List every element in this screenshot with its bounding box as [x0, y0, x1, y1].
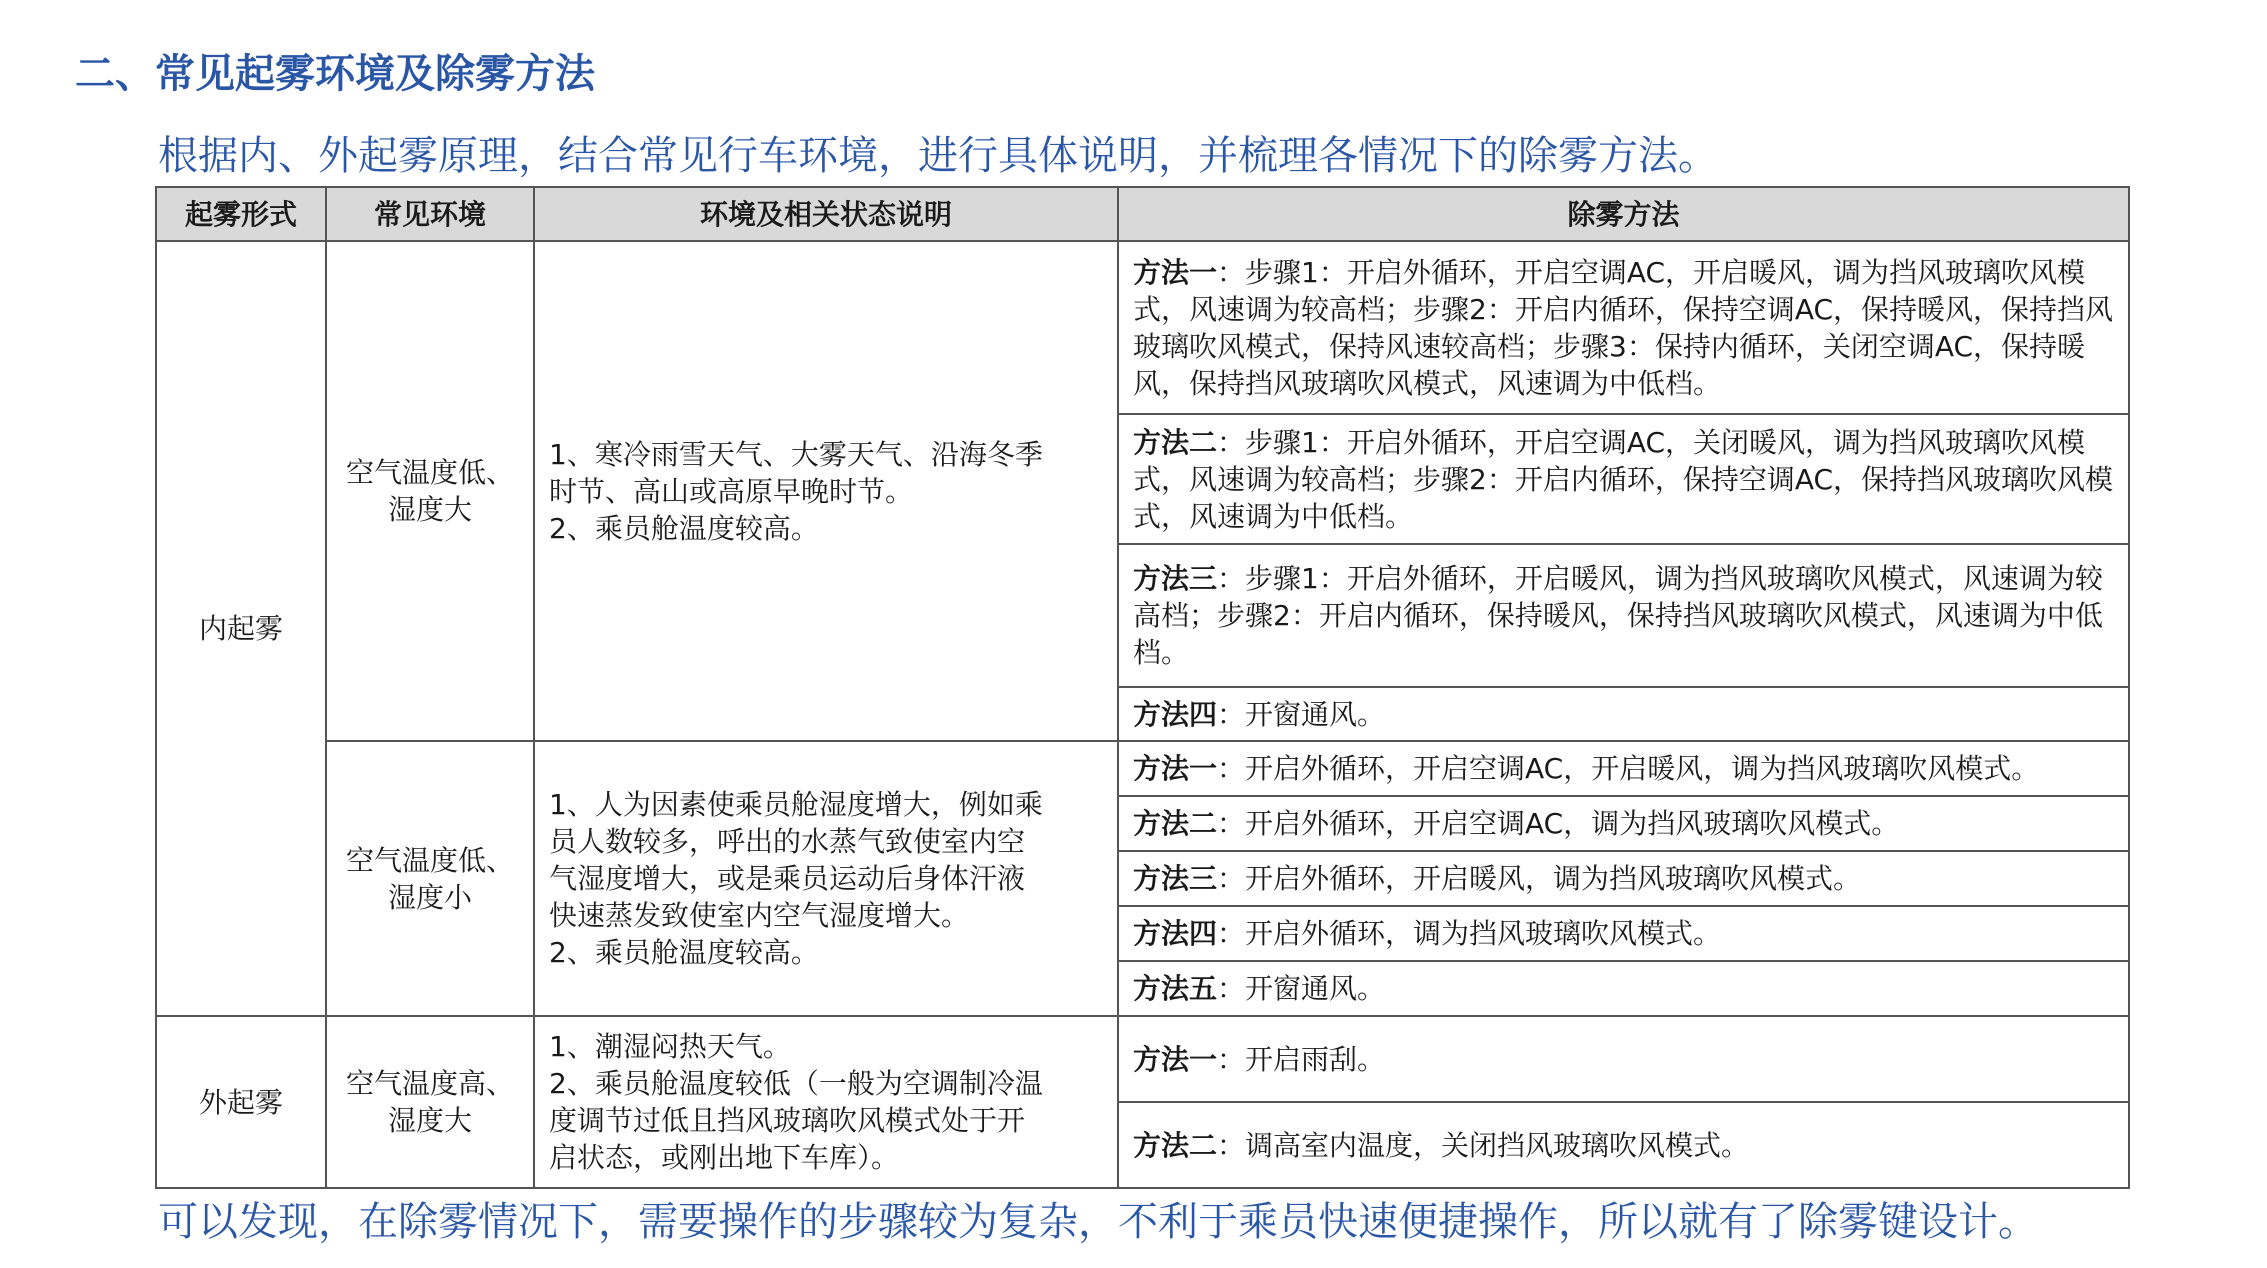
environment-line: 湿度大 — [387, 493, 472, 526]
description-line: 1、寒冷雨雪天气、大雾天气、沿海冬季 — [549, 437, 1043, 471]
method-text: ：开启外循环，开启空调AC，调为挡风玻璃吹风模式。 — [1217, 807, 1900, 840]
method-text: ：开启外循环，开启空调AC，开启暖风，调为挡风玻璃吹风模式。 — [1217, 752, 2040, 785]
environment-line: 空气温度低、 — [345, 843, 514, 877]
description-line: 员人数较多，呼出的水蒸气致使室内空 — [549, 825, 1026, 858]
environment-cell — [326, 241, 534, 741]
method-text: ：开窗通风。 — [1217, 972, 1386, 1005]
method-text: ：步骤1：开启外循环，开启空调AC，关闭暖风，调为挡风玻璃吹风模式，风速调为较高档；步骤2：开启内循环，保持空调AC，保持挡风玻璃吹风模式，风速调为中低档。 — [1133, 425, 2114, 533]
header-fog-type: 起雾形式 — [156, 187, 326, 241]
method-label: 方法四 — [1133, 917, 1218, 950]
method-cell — [1118, 741, 2129, 796]
method-cell — [1118, 796, 2129, 851]
method-label: 方法二 — [1133, 1128, 1218, 1162]
table-row — [156, 741, 2129, 796]
method-cell — [1118, 1016, 2129, 1102]
description-line: 2、乘员舱温度较高。 — [549, 511, 819, 545]
page-title: 二、常见起雾环境及除雾方法 — [75, 51, 595, 97]
method-cell — [1118, 961, 2129, 1016]
environment-line: 湿度大 — [387, 1104, 472, 1137]
header-defog-method: 除雾方法 — [1118, 187, 2129, 241]
description-line: 度调节过低且挡风玻璃吹风模式处于开 — [549, 1104, 1026, 1137]
environment-line: 空气温度高、 — [345, 1067, 514, 1100]
method-label: 方法三 — [1133, 562, 1218, 595]
description-line: 2、乘员舱温度较低（一般为空调制冷温 — [549, 1067, 1043, 1100]
fog-type-cell: 外起雾 — [156, 1016, 326, 1188]
method-label: 方法二 — [1133, 425, 1218, 459]
method-label: 方法三 — [1133, 862, 1218, 895]
description-line: 时节、高山或高原早晚时节。 — [549, 474, 914, 508]
method-cell — [1118, 687, 2129, 741]
method-text: ：开启外循环，调为挡风玻璃吹风模式。 — [1217, 917, 1722, 950]
method-text: ：开窗通风。 — [1217, 697, 1386, 731]
method-label: 方法一 — [1133, 1042, 1218, 1076]
description-line: 气湿度增大，或是乘员运动后身体汗液 — [549, 862, 1026, 895]
environment-line: 湿度小 — [387, 880, 472, 914]
method-text: ：步骤1：开启外循环，开启空调AC，开启暖风，调为挡风玻璃吹风模式，风速调为较高档；步骤2：开启内循环，保持空调AC，保持暖风，保持挡风玻璃吹风模式，保持风速较高档；步骤3：保持内循环，关闭空调AC，保持暖风，保持挡风玻璃吹风模式，风速调为中低档。 — [1133, 255, 2114, 400]
defog-methods-table — [155, 186, 2130, 1189]
environment-cell — [326, 1016, 534, 1188]
method-cell — [1118, 906, 2129, 961]
method-cell — [1118, 1102, 2129, 1188]
method-label: 方法二 — [1133, 807, 1218, 840]
environment-line: 空气温度低、 — [345, 456, 514, 489]
table-header-row — [156, 187, 2129, 241]
method-cell — [1118, 241, 2129, 414]
conclusion-text: 可以发现，在除雾情况下，需要操作的步骤较为复杂，不利于乘员快速便捷操作，所以就有了除雾键设计。 — [158, 1199, 2038, 1245]
method-label: 方法五 — [1133, 972, 1218, 1005]
environment-cell — [326, 741, 534, 1016]
description-line: 启状态，或刚出地下车库）。 — [549, 1141, 900, 1174]
method-text: ：调高室内温度，关闭挡风玻璃吹风模式。 — [1217, 1128, 1750, 1162]
intro-text: 根据内、外起雾原理，结合常见行车环境，进行具体说明，并梳理各情况下的除雾方法。 — [158, 133, 1718, 179]
method-text: ：步骤1：开启外循环，开启暖风，调为挡风玻璃吹风模式，风速调为较高档；步骤2：开启内循环，保持暖风，保持挡风玻璃吹风模式，风速调为中低档。 — [1133, 562, 2103, 669]
table-row — [156, 241, 2129, 414]
description-line: 2、乘员舱温度较高。 — [549, 936, 819, 969]
description-line: 快速蒸发致使室内空气湿度增大。 — [549, 899, 970, 932]
method-label: 方法四 — [1133, 697, 1218, 731]
header-environment: 常见环境 — [326, 187, 534, 241]
fog-type-cell: 内起雾 — [156, 241, 326, 1016]
method-text: ：开启外循环，开启暖风，调为挡风玻璃吹风模式。 — [1217, 862, 1862, 895]
method-label: 方法一 — [1133, 255, 1218, 289]
description-line: 1、人为因素使乘员舱湿度增大，例如乘 — [549, 788, 1043, 821]
description-cell — [534, 241, 1118, 741]
method-cell — [1118, 414, 2129, 544]
method-cell — [1118, 851, 2129, 906]
description-line: 1、潮湿闷热天气。 — [549, 1030, 791, 1063]
method-text: ：开启雨刮。 — [1217, 1042, 1386, 1076]
header-description: 环境及相关状态说明 — [534, 187, 1118, 241]
description-cell — [534, 1016, 1118, 1188]
method-label: 方法一 — [1133, 752, 1218, 785]
table-row — [156, 1016, 2129, 1102]
description-cell — [534, 741, 1118, 1016]
method-cell — [1118, 544, 2129, 687]
